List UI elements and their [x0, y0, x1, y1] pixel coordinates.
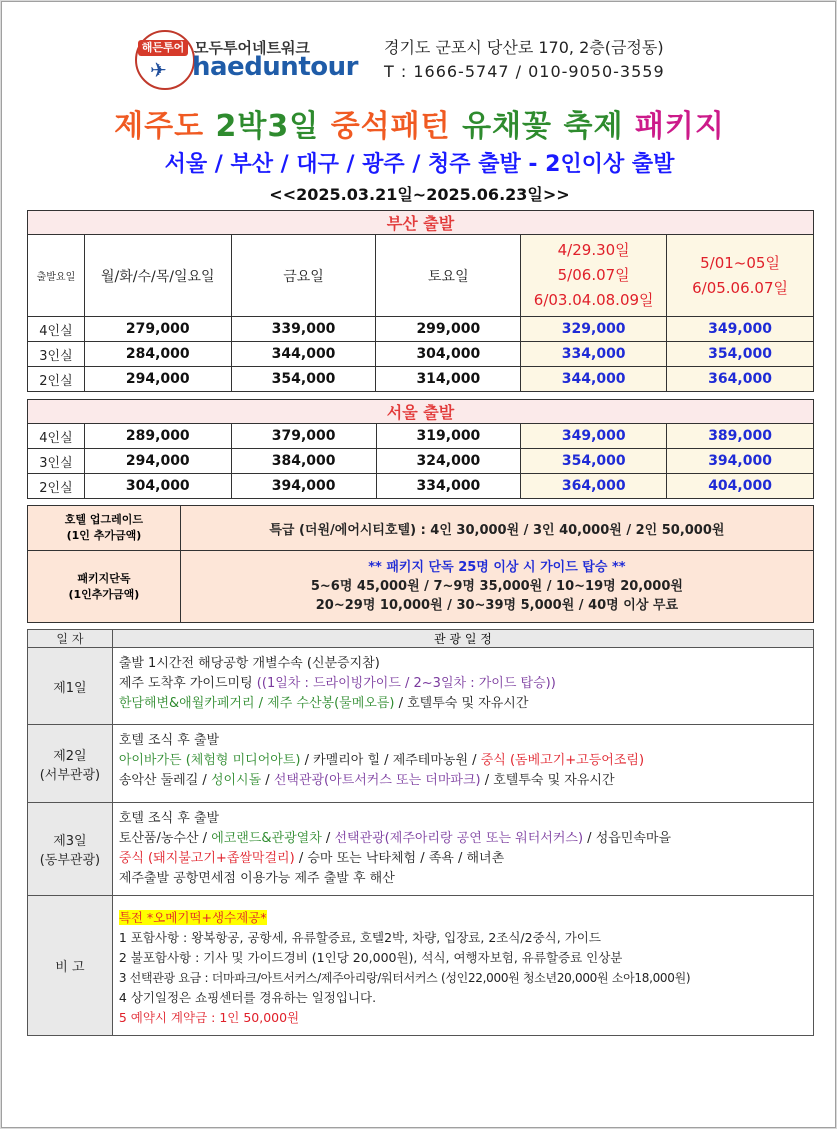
- page: [1, 1, 836, 1128]
- plan-text: 제주 도착후 가이드미팅: [118, 676, 257, 691]
- day3-label: [28, 803, 113, 896]
- price: 304,000: [84, 474, 231, 499]
- group-line: 5~6명 45,000원 / 7~9명 35,000원 / 10~19명 20,000원: [310, 579, 683, 594]
- upgrade-label: [28, 506, 181, 551]
- plan-text: / 성읍민속마을: [583, 831, 672, 846]
- busan-price-table: [27, 210, 814, 392]
- room-type: 4인실: [28, 317, 85, 342]
- price: 284,000: [84, 342, 231, 367]
- special-date: 4/29.30일: [557, 241, 630, 259]
- plan-text: 선택관광(제주아리랑 공연 또는 워터서커스): [334, 831, 584, 846]
- upgrade-label-line: (1인 추가금액): [66, 529, 142, 542]
- group-line: 20~29명 10,000원 / 30~39명 5,000원 / 40명 이상 무료: [315, 598, 679, 613]
- price: 279,000: [84, 317, 231, 342]
- plan-text: / 호텔투숙 및 자유시간: [394, 696, 529, 711]
- phone: T : 1666-5747 / 010-9050-3559: [384, 62, 665, 81]
- busan-section-title: 부산 출발: [28, 211, 814, 235]
- price: 334,000: [521, 342, 667, 367]
- price: 364,000: [667, 367, 814, 392]
- price: 324,000: [376, 449, 521, 474]
- table-row: [28, 424, 814, 449]
- title-part: 축제: [563, 109, 624, 144]
- plan-text: /: [261, 773, 274, 788]
- note-line: 4 상기일정은 쇼핑센터를 경유하는 일정입니다.: [118, 990, 377, 1005]
- table-row: [28, 367, 814, 392]
- note-line: 2 불포함사항 : 기사 및 가이드경비 (1인당 20,000원), 석식, 여행자보험, 유류할증료 인상분: [118, 950, 623, 965]
- room-type: 2인실: [28, 474, 85, 499]
- price: 319,000: [376, 424, 521, 449]
- notes-label: 비 고: [28, 896, 113, 1036]
- room-type: 3인실: [28, 449, 85, 474]
- note-line: 1 포함사항 : 왕복항공, 공항세, 유류할증료, 호텔2박, 차량, 입장료, 2조식/2중식, 가이드: [118, 930, 601, 945]
- day-label-line: 제2일: [53, 748, 87, 764]
- group-label-line: 패키지단독: [77, 571, 131, 585]
- page-title: [2, 101, 837, 145]
- price: 304,000: [376, 342, 521, 367]
- title-part: 2박3일: [215, 109, 320, 144]
- special-date: 6/05.06.07일: [692, 278, 788, 297]
- subtitle: 서울 / 부산 / 대구 / 광주 / 청주 출발 - 2인이상 출발: [164, 152, 675, 177]
- plan-text: 중식 (돼지불고기+좁쌀막걸리): [118, 851, 295, 866]
- day1-plan: [112, 648, 813, 725]
- special-date: 6/03.04.08.09일: [533, 291, 654, 309]
- title-part: 패키지: [634, 109, 725, 144]
- seoul-section-title: 서울 출발: [28, 400, 814, 424]
- plan-text: / 호텔투숙 및 자유시간: [480, 773, 615, 788]
- plan-line: [119, 751, 807, 771]
- price: 394,000: [667, 449, 814, 474]
- seoul-price-table: [27, 399, 814, 499]
- col-header: 토요일: [376, 235, 521, 317]
- plan-line: [119, 771, 807, 791]
- title-part: 유채꽃: [462, 109, 553, 144]
- price: 344,000: [231, 342, 376, 367]
- plan-line: 호텔 조식 후 출발: [118, 811, 220, 826]
- title-part: 제주도: [114, 109, 205, 144]
- special-date: 5/01~05일: [700, 253, 780, 272]
- price: 289,000: [84, 424, 231, 449]
- price: 294,000: [84, 367, 231, 392]
- price: 389,000: [667, 424, 814, 449]
- plan-line: [119, 694, 807, 714]
- special-benefit: 특전 *오메기떡+생수제공*: [118, 910, 267, 925]
- price: 384,000: [231, 449, 376, 474]
- period: <<2025.03.21일~2025.06.23일>>: [269, 185, 570, 204]
- plan-text: / 승마 또는 낙타체험 / 족욕 / 해녀촌: [294, 851, 505, 866]
- special-dates-2: [667, 235, 814, 317]
- day3-plan: [112, 803, 813, 896]
- plan-text: 한담해변&애월카페거리 / 제주 수산봉(물메오름): [118, 696, 395, 711]
- extra-cost-table: [27, 505, 814, 623]
- table-row: [28, 317, 814, 342]
- plan-text: 성이시돌: [210, 773, 262, 788]
- upgrade-label-line: 호텔 업그레이드: [64, 513, 143, 526]
- price: 379,000: [231, 424, 376, 449]
- airplane-icon: ✈: [150, 58, 167, 82]
- plan-text: ((1일차 : 드라이빙가이드 / 2~3일차 : 가이드 탑승)): [256, 676, 556, 691]
- special-date: 5/06.07일: [557, 266, 630, 284]
- col-header: 월/화/수/목/일요일: [84, 235, 231, 317]
- plan-line: 제주출발 공항면세점 이용가능 제주 출발 후 해산: [118, 871, 395, 886]
- price: 349,000: [521, 424, 667, 449]
- price: 354,000: [667, 342, 814, 367]
- price: 364,000: [521, 474, 667, 499]
- logo-badge: 해든투어: [138, 40, 188, 56]
- day1-label: 제1일: [28, 648, 113, 725]
- table-row: [28, 449, 814, 474]
- address: 경기도 군포시 당산로 170, 2층(금정동): [384, 38, 664, 57]
- room-type: 3인실: [28, 342, 85, 367]
- col-label: 출발요일: [28, 235, 85, 317]
- price: 344,000: [521, 367, 667, 392]
- group-line: ** 패키지 단독 25명 이상 시 가이드 탑승 **: [368, 560, 626, 575]
- plan-text: / 카멜리아 힐 / 제주테마농원 /: [300, 753, 481, 768]
- title-part: 중석패턴: [330, 109, 451, 144]
- price: 329,000: [521, 317, 667, 342]
- room-type: 2인실: [28, 367, 85, 392]
- price: 334,000: [376, 474, 521, 499]
- day-label-line: 제3일: [53, 834, 87, 849]
- logo-english: haeduntour: [192, 52, 358, 82]
- price: 354,000: [521, 449, 667, 474]
- day2-plan: [112, 725, 813, 803]
- price: 299,000: [376, 317, 521, 342]
- group-label: [28, 551, 181, 623]
- table-row: [28, 342, 814, 367]
- plan-line: [119, 829, 807, 849]
- col-header: 금요일: [231, 235, 376, 317]
- day2-label: [28, 725, 113, 803]
- plan-text: 송악산 둘레길 /: [118, 773, 211, 788]
- day-label-line: (동부관광): [39, 853, 101, 868]
- schedule-head-day: 일 자: [28, 630, 113, 648]
- plan-line: 호텔 조식 후 출발: [118, 733, 220, 748]
- schedule-head-plan: 관 광 일 정: [112, 630, 813, 648]
- price: 349,000: [667, 317, 814, 342]
- price: 294,000: [84, 449, 231, 474]
- table-row: [28, 474, 814, 499]
- schedule-table: [27, 629, 814, 1036]
- group-text: [180, 551, 813, 623]
- plan-line: [119, 849, 807, 869]
- special-dates-1: [521, 235, 667, 317]
- logo-korean: 모두투어네트워크: [194, 39, 310, 57]
- upgrade-text: 특급 (더원/에어시티호텔) : 4인 30,000원 / 3인 40,000원 / 2인 50,000원: [180, 506, 813, 551]
- plan-text: /: [321, 831, 335, 846]
- plan-text: 아이바가든 (체험형 미디어아트): [118, 753, 301, 768]
- plan-text: 에코랜드&관광열차: [211, 831, 322, 846]
- price: 339,000: [231, 317, 376, 342]
- price: 394,000: [231, 474, 376, 499]
- plan-text: 토산품/농수산 /: [118, 831, 212, 846]
- day-label-line: (서부관광): [39, 767, 101, 783]
- plan-text: 선택관광(아트서커스 또는 더마파크): [273, 773, 481, 788]
- group-label-line: (1인추가금액): [68, 587, 140, 601]
- price: 354,000: [231, 367, 376, 392]
- price: 404,000: [667, 474, 814, 499]
- plan-text: 중식 (돔베고기+고등어조림): [480, 753, 645, 768]
- note-line: 3 선택관광 요금 : 더마파크/아트서커스/제주아리랑/워터서커스 (성인22,000원 청소년20,000원 소아18,000원): [118, 971, 691, 985]
- room-type: 4인실: [28, 424, 85, 449]
- plan-line: 출발 1시간전 해당공항 개별수속 (신분증지참): [118, 656, 380, 671]
- price: 314,000: [376, 367, 521, 392]
- notes-content: [112, 896, 813, 1036]
- note-line: 5 예약시 계약금 : 1인 50,000원: [118, 1010, 300, 1025]
- plan-line: [119, 674, 807, 694]
